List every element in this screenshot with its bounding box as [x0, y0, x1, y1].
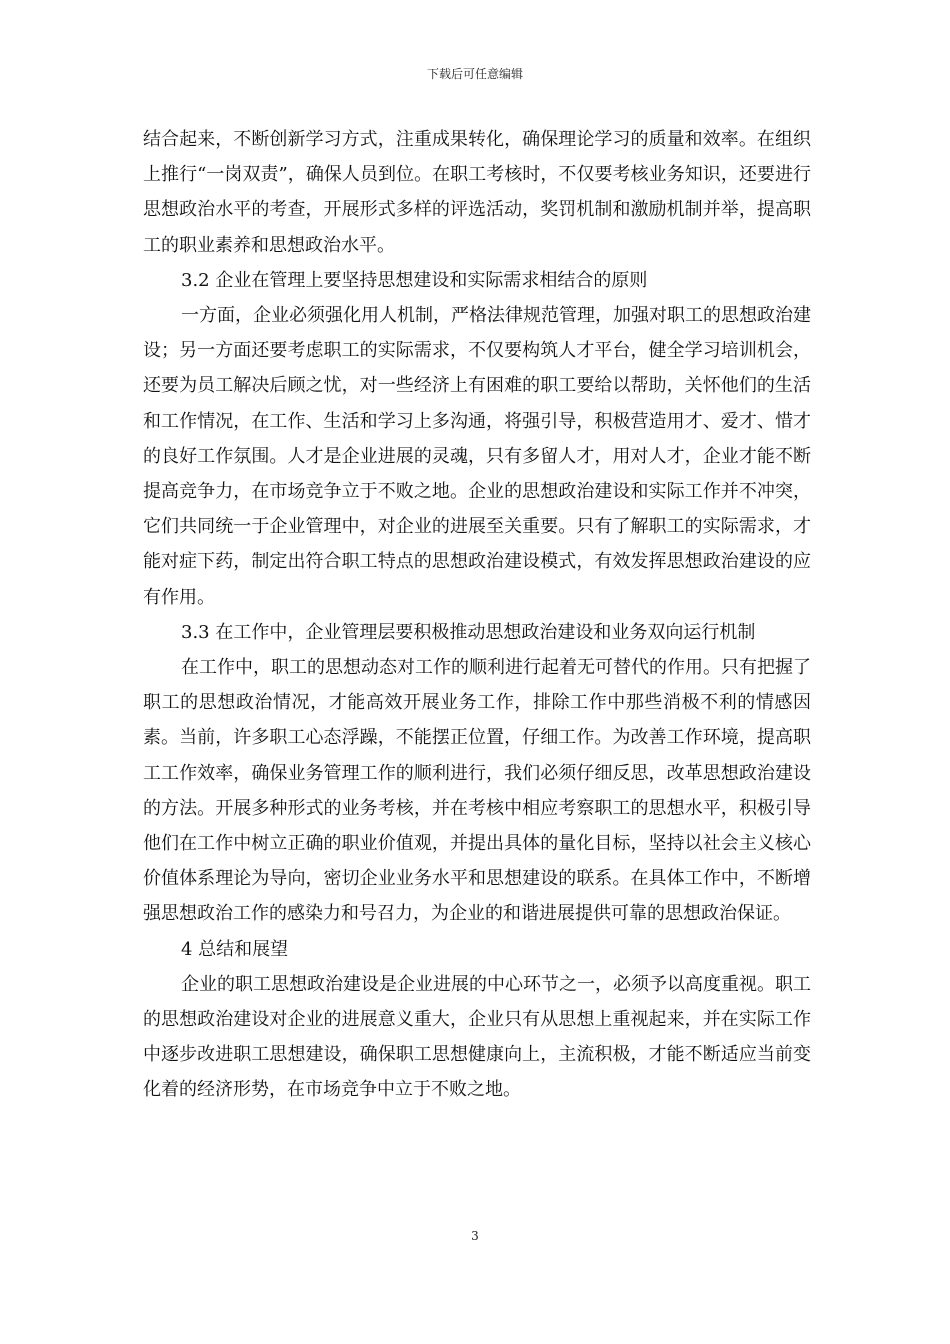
page-header: 下载后可任意编辑 [426, 67, 523, 81]
section-heading-3-3: 3.3 在工作中，企业管理层要积极推动思想政治建设和业务双向运行机制 [181, 621, 756, 643]
paragraph-3-3: 在工作中，职工的思想动态对工作的顺利进行起着无可替代的作用。只有把握了职工的思想政治情况，才能高效开展业务工作，排除工作中那些消极不利的情感因素。当前，许多职工心态浮躁，不能摆正位置，仔细工作。为改善工作环境，提高职工工作效率，确保业务管理工作的顺利进行，我们必须仔细反思，改革思想政治建设的方法。开展多种形式的业务考核，并在考核中相应考察职工的思想水平，积极引导他们在工作中树立正确的职业价值观，并提出具体的量化目标，坚持以社会主义核心价值体系理论为导向，密切企业业务水平和思想建设的联系。在具体工作中，不断增强思想政治工作的感染力和号召力，为企业的和谐进展提供可靠的思想政治保证。 [143, 657, 811, 925]
section-heading-3-2: 3.2 企业在管理上要坚持思想建设和实际需求相结合的原则 [181, 269, 648, 291]
paragraph-4: 企业的职工思想政治建设是企业进展的中心环节之一，必须予以高度重视。职工的思想政治建设对企业的进展意义重大，企业只有从思想上重视起来，并在实际工作中逐步改进职工思想建设，确保职工思想健康向上，主流积极，才能不断适应当前变化着的经济形势，在市场竞争中立于不败之地。 [143, 973, 811, 1101]
section-heading-4: 4 总结和展望 [181, 938, 289, 960]
paragraph-continuation: 结合起来，不断创新学习方式，注重成果转化，确保理论学习的质量和效率。在组织上推行“一岗双责”，确保人员到位。在职工考核时，不仅要考核业务知识，还要进行思想政治水平的考查，开展形式多样的评选活动，奖罚机制和激励机制并举，提高职工的职业素养和思想政治水平。 [143, 129, 811, 256]
page-number: 3 [471, 1229, 479, 1243]
document-body [143, 122, 811, 1108]
paragraph-3-2: 一方面，企业必须强化用人机制，严格法律规范管理，加强对职工的思想政治建设；另一方面还要考虑职工的实际需求，不仅要构筑人才平台，健全学习培训机会，还要为员工解决后顾之忧，对一些经济上有困难的职工要给以帮助，关怀他们的生活和工作情况，在工作、生活和学习上多沟通，将强引导，积极营造用才、爱才、惜才的良好工作氛围。人才是企业进展的灵魂，只有多留人才，用对人才，企业才能不断提高竞争力，在市场竞争立于不败之地。企业的思想政治建设和实际工作并不冲突，它们共同统一于企业管理中，对企业的进展至关重要。只有了解职工的实际需求，才能对症下药，制定出符合职工特点的思想政治建设模式，有效发挥思想政治建设的应有作用。 [143, 305, 811, 608]
